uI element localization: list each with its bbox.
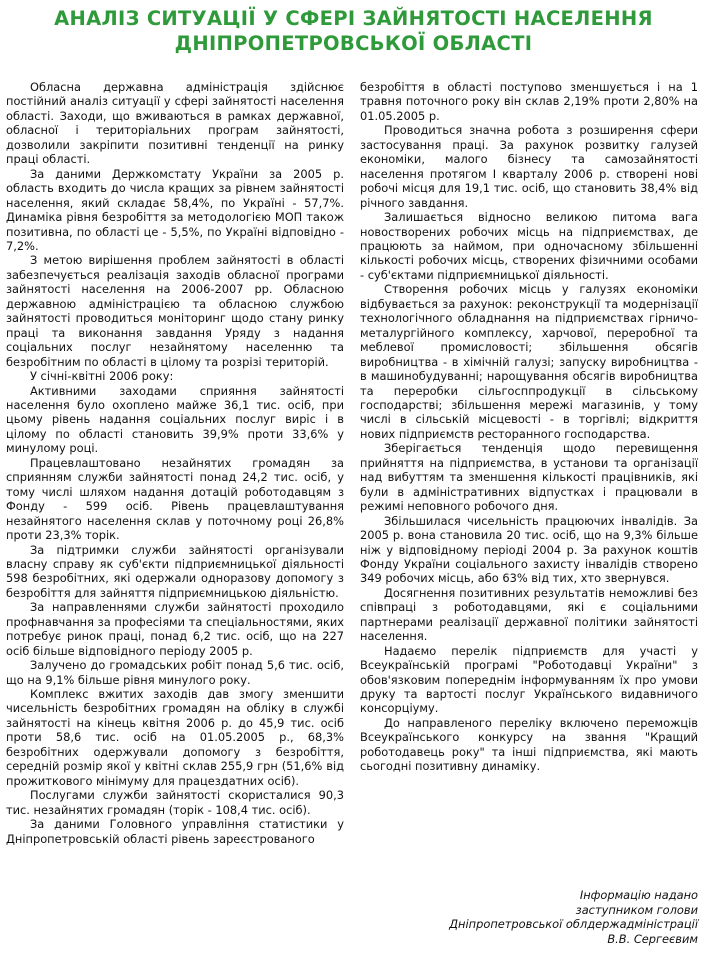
signature-line: Дніпропетровської облдержадміністрації (449, 917, 698, 932)
paragraph: Надаємо перелік підприємств для участі у Всеукраїнській програмі "Роботодавці України" з обов'язковим попереднім інформуванням їх про умови друку та вартості послуг Українського видавничого консорціуму. (360, 643, 698, 716)
paragraph: Послугами служби зайнятості скористалися 90,3 тис. незайнятих громадян (торік - 108,4 тис. осіб). (6, 788, 344, 817)
paragraph: Комплекс вжитих заходів дав змогу зменшити чисельність безробітних громадян на обліку в службі зайнятості на кінець квітня 2006 р. до 45,9 тис. осіб проти 58,6 тис. осіб на 01.05.2005 р., 68,3% безробітних одержували допомогу з безробіття, середній розмір якої у квітні склав 255,9 грн (51,6% від прожиткового мінімуму для працездатних осіб). (6, 687, 344, 788)
paragraph: Залишається відносно великою питома вага новостворених робочих місць на підприємствах, де працюють за наймом, при одночасному збільшенні кількості робочих місць, створених фізичними особами - суб'єктами підприємницької діяльності. (360, 210, 698, 282)
paragraph: Досягнення позитивних результатів неможливі без співпраці з роботодавцями, які є соціальними партнерами реалізації державної політики зайнятості населення. (360, 585, 698, 644)
paragraph: До направленого переліку включено переможців Всеукраїнського конкурсу на звання "Кращий роботодавець року" та інші підприємства, які мають сьогодні позитивну динаміку. (360, 715, 698, 774)
paragraph: У січні-квітні 2006 року: (30, 369, 174, 384)
paragraph: Збільшилася чисельність працюючих інвалідів. За 2005 р. вона становила 20 тис. осіб, що на 9,3% більше ніж у відповідному періоді 2004 р. За рахунок коштів Фонду України соціального захисту інвалідів створено 349 робочих місць, або 63% від тих, хто звернувся. (360, 513, 698, 586)
paragraph: Проводиться значна робота з розширення сфери застосування праці. За рахунок розвитку галузей економіки, малого бізнесу та самозайнятості населення протягом I кварталу 2006 р. створені нові робочі місця для 19,1 тис. осіб, що становить 38,4% від річного завдання. (360, 123, 698, 210)
paragraph: Активними заходами сприяння зайнятості населення було охоплено майже 36,1 тис. осіб, при цьому рівень надання соціальних послуг виріс і в цілому по області становить 39,9% проти 33,6% у минулому році. (6, 383, 344, 456)
paragraph: За підтримки служби зайнятості організували власну справу як суб'єкти підприємницької діяльності 598 безробітних, які одержали одноразову допомогу з безробіття для зайняття підприємницькою діяльністю. (6, 542, 344, 600)
paragraph-continuation: безробіття в області поступово зменшується і на 1 травня поточного року він склав 2,19% проти 2,80% на 01.05.2005 р. (360, 80, 698, 123)
article-title (0, 6, 707, 56)
paragraph: За даними Держкомстату України за 2005 р. область входить до числа кращих за рівнем зайнятості населення, який складає 58,4%, по Україні - 57,7%. Динаміка рівня безробіття за методологією МОП також позитивна, по області це - 5,5%, по Україні відповідно - 7,2%. (6, 166, 344, 253)
paragraph: З метою вирішення проблем зайнятості в області забезпечується реалізація заходів обласної програми зайнятості населення на 2006-2007 рр. Обласною державною адміністрацією та обласною службою зайнятості проводиться моніторинг щодо стану ринку праці та виконання завдання Уряду з надання соціальних послуг незайнятому населенню та безробітним по області в цілому та розрізі територій. (6, 253, 344, 369)
right-column (360, 80, 698, 774)
signature-block (449, 888, 698, 946)
title-line-2: ДНІПРОПЕТРОВСЬКОЇ ОБЛАСТІ (174, 32, 533, 55)
paragraph: Працевлаштовано незайнятих громадян за сприянням служби зайнятості понад 24,2 тис. осіб, у тому числі шляхом надання дотацій роботодавцям з Фонду - 599 осіб. Рівень працевлаштування незайнятого населення склав у поточному році 26,8% проти 23,3% торік. (6, 455, 344, 543)
signature-line: В.В. Сергеєвим (607, 931, 698, 946)
paragraph: Залучено до громадських робіт понад 5,6 тис. осіб, що на 9,1% більше рівня минулого року. (6, 658, 344, 687)
left-column (6, 80, 344, 846)
paragraph: Створення робочих місць у галузях економіки відбувається за рахунок: реконструкції та модернізації технологічного обладнання на підприємствах гірничо-металургійного комплексу, харчової, переробної та меблевої промисловості; збільшення обсягів виробництва - в хімічній галузі; запуску виробництва - в машинобудуванні; нарощування обсягів виробництва та переробки сільгосппродукції в сільському господарстві; збільшення мережі магазинів, у тому числі в сільській місцевості - в торгівлі; відкриття нових підприємств ресторанного господарства. (360, 282, 698, 441)
title-line-1: АНАЛІЗ СИТУАЦІЇ У СФЕРІ ЗАЙНЯТОСТІ НАСЕЛЕННЯ (54, 7, 653, 30)
paragraph: За даними Головного управління статистики у Дніпропетровській області рівень зареєстрованого (6, 817, 344, 846)
signature-line: Інформацію надано (579, 888, 698, 902)
paragraph: За направленнями служби зайнятості проходило профнавчання за професіями та спеціальностями, яких потребує ринок праці, понад 6,2 тис. осіб, що на 227 осіб більше відповідного періоду 2005 р. (6, 600, 344, 658)
paragraph: Зберігається тенденція щодо перевищення прийняття на підприємства, в установи та організації над вибуттям та зменшення кількості працівників, які були в адміністративних відпустках і працювали в режимі неповного робочого дня. (360, 441, 698, 514)
paragraph: Обласна державна адміністрація здійснює постійний аналіз ситуації у сфері зайнятості населення області. Заходи, що вживаються в рамках державної, обласної і територіальних програм зайнятості, дозволили закріпити позитивні тенденції на ринку праці області. (6, 80, 344, 167)
signature-line: заступником голови (575, 902, 698, 917)
